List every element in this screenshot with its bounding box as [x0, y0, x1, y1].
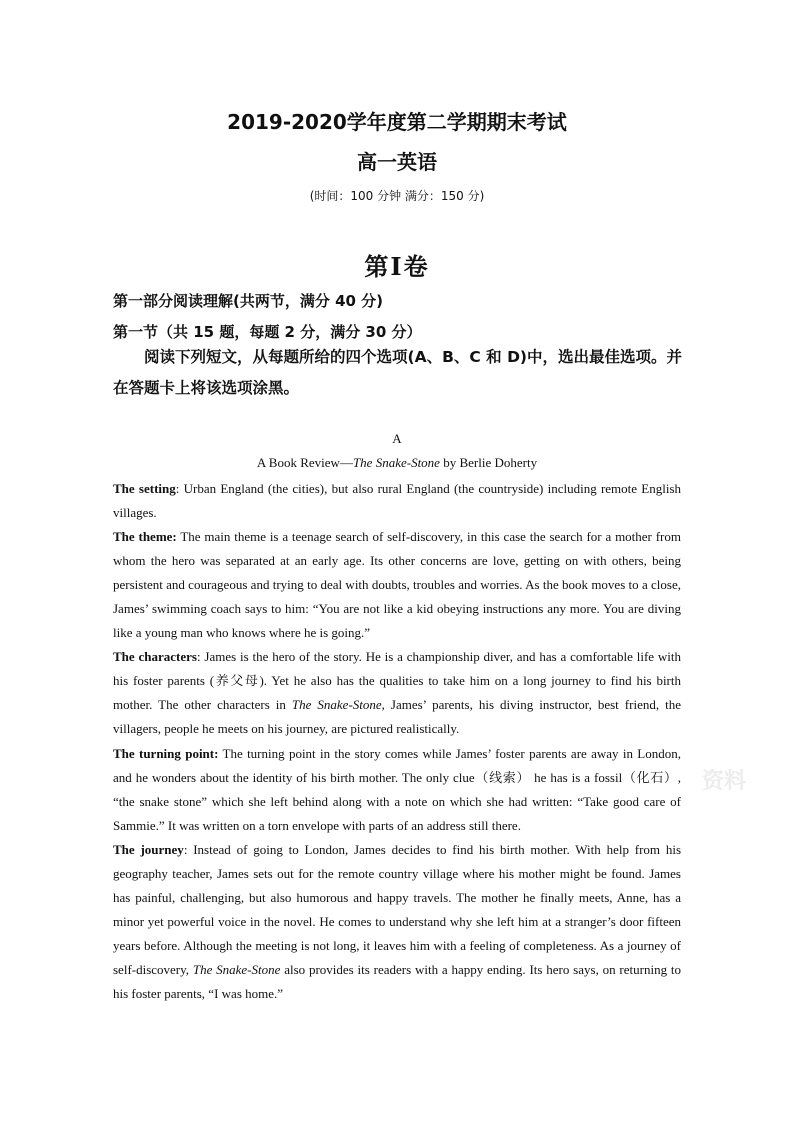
turning-point-label: The turning point:	[113, 745, 219, 761]
passage-letter: A	[392, 431, 402, 446]
exam-title: 2019-2020学年度第二学期期末考试	[227, 110, 567, 134]
watermark: 资料	[702, 769, 747, 794]
heading-suffix: by Berlie Doherty	[439, 455, 538, 470]
characters-text-2: , James’ parents, his diving instructor, best friend, the villagers, people he meets on his journey, are pictured realistically.	[113, 697, 681, 737]
turning-point-paragraph	[113, 742, 681, 838]
setting-paragraph	[113, 477, 681, 525]
setting-text: : Urban England (the cities), but also rural England (the countryside) including remote English villages.	[113, 481, 682, 521]
section-heading: 第一节（共 15 题，每题 2 分，满分 30 分）	[113, 323, 422, 341]
journey-book-title: The Snake-Stone	[192, 961, 281, 977]
volume-heading: 第Ⅰ卷	[364, 252, 430, 281]
part-heading: 第一部分阅读理解(共两节，满分 40 分)	[113, 292, 384, 310]
heading-prefix: A Book Review—	[256, 455, 353, 470]
passage-heading	[0, 455, 794, 471]
journey-label: The journey	[113, 841, 184, 857]
passage-body	[113, 477, 681, 1006]
characters-book-title: The Snake-Stone	[291, 697, 382, 713]
theme-label: The theme:	[113, 529, 177, 545]
theme-paragraph	[113, 525, 681, 645]
characters-text-1: : James is the hero of the story. He is a championship diver, and has a comfortable life with his foster parents (养父母). Yet he also has the qualities to take him on a long journey to find his birth mother. The other characters in	[113, 649, 682, 713]
journey-text-2: also provides its readers with a happy ending. Its hero says, on returning to his foster parents, “I was home.”	[113, 961, 681, 1001]
subject-title: 高一英语	[357, 150, 437, 174]
journey-text-1: : Instead of going to London, James decides to find his birth mother. With help from his geography teacher, James sets out for the remote country village where his mother might be found. James has painful, challenging, but also humorous and happy travels. The mother he finally meets, Anne, has a minor yet powerful voice in the novel. He comes to understand why she left him at a stranger’s door fifteen years before. Although the meeting is not long, it leaves him with a feeling of completeness. As a journey of self-discovery,	[113, 841, 682, 977]
characters-paragraph	[113, 645, 681, 741]
instructions: 阅读下列短文，从每题所给的四个选项(A、B、C 和 D)中，选出最佳选项。并在答题卡上将该选项涂黑。	[113, 348, 683, 397]
turning-point-text: The turning point in the story comes while James’ foster parents are away in London, and he wonders about the identity of his birth mother. The only clue（线索） he has is a fossil（化石）, “the snake stone” which she left behind along with a note on which she had written: “Take good care of Sammie.” It was written on a torn envelope with parts of an address still there.	[113, 745, 681, 833]
journey-paragraph	[113, 838, 681, 1006]
characters-label: The characters	[113, 649, 197, 665]
exam-meta: (时间：100 分钟 满分：150 分)	[309, 189, 485, 203]
setting-label: The setting	[113, 481, 176, 496]
heading-book-title: The Snake-Stone	[352, 455, 440, 470]
theme-text: The main theme is a teenage search of self-discovery, in this case the search for a mother from whom the hero was separated at an early age. Its other concerns are love, getting on with others, being persistent and courageous and trying to deal with doubts, troubles and worries. As the book moves to a close, James’ swimming coach says to him: “You are not like a kid obeying instructions any more. You are diving like a young man who knows where he is going.”	[113, 529, 681, 641]
